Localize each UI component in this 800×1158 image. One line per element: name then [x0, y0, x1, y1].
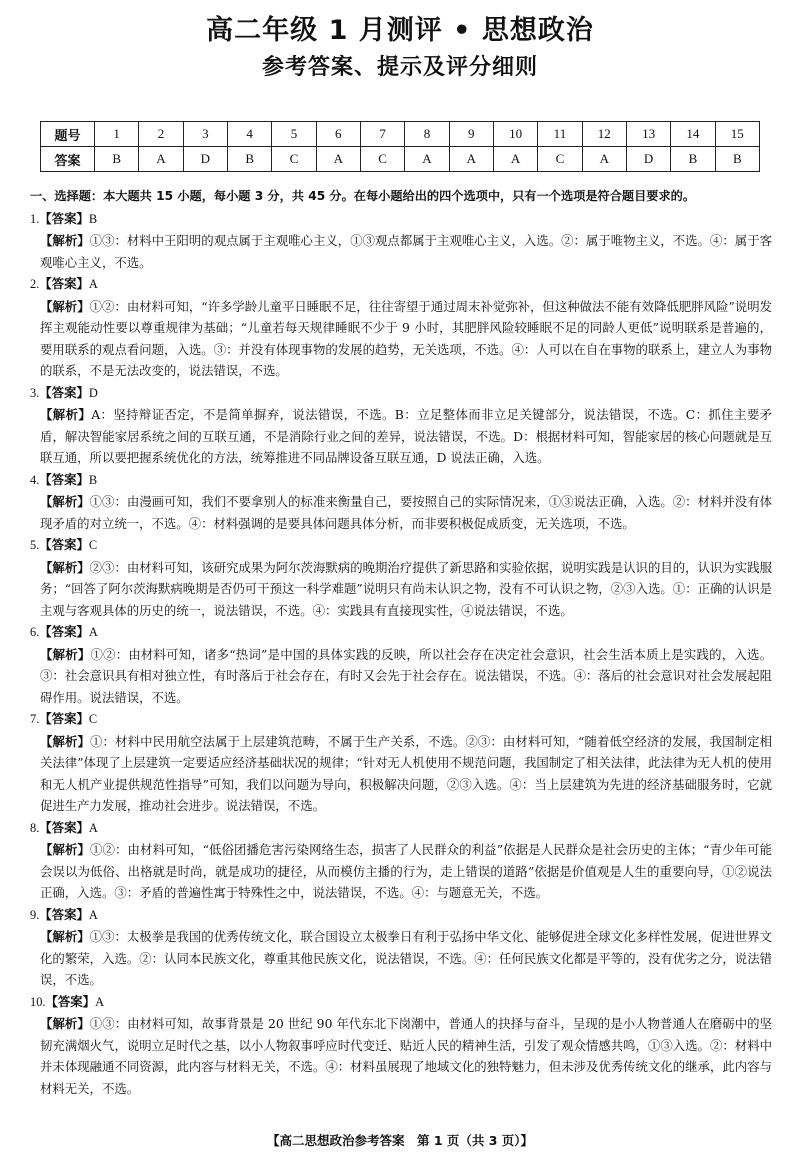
analysis-paragraph — [30, 230, 772, 273]
answer-line — [30, 208, 772, 231]
analysis-text: ①②：由材料可知，“许多学龄儿童平日睡眠不足，往往寄望于通过周末补觉弥补，但这种做法不能有效降低肥胖风险”说明发挥主观能动性要以尊重规律为基础；“儿童若每天规律睡眠不少于 9 小时，其肥胖风险较睡眠不足的同龄人更低”说明联系是普遍的，要用联系的观点看问题，入选。③：并没有体现事物的发展的趋势，无关选项，不选。④：人可以在自在事物的联系上，建立人为事物的联系，不是无法改变的，说法错误，不选。 — [40, 298, 772, 378]
question-number-cell: 7 — [360, 122, 404, 147]
analysis-tag: 【解析】 — [40, 842, 91, 857]
answer-tag: 【答案】 — [39, 819, 89, 835]
page-footer: 【高二思想政治参考答案 第 1 页（共 3 页）】 — [266, 1133, 534, 1148]
answer-explanations — [30, 186, 772, 1099]
page-subtitle: 参考答案、提示及评分细则 — [261, 55, 538, 80]
analysis-text: ①③：材料中王阳明的观点属于主观唯心主义，①③观点都属于主观唯心主义，入选。②：属于唯物主义，不选。④：属于客观唯心主义，不选。 — [40, 233, 773, 270]
answer-item — [30, 382, 772, 469]
answer-value: A — [88, 907, 98, 922]
answer-tag: 【答案】 — [39, 624, 89, 639]
answer-cell: A — [139, 147, 183, 172]
answer-tag: 【答案】 — [39, 537, 89, 552]
answer-cell: B — [227, 147, 271, 172]
page-title: 高二年级 1 月测评 • 思想政治 — [206, 15, 594, 46]
item-number: 7. — [30, 712, 40, 726]
question-number-cell: 15 — [715, 122, 759, 147]
answer-value: C — [88, 538, 98, 552]
question-number-cell: 8 — [405, 122, 449, 147]
answer-line — [30, 382, 772, 405]
question-number-cell: 5 — [272, 122, 316, 147]
answer-cell: C — [360, 147, 404, 172]
item-number: 4. — [30, 472, 40, 487]
analysis-text: ①②：由材料可知，“低俗团播危害污染网络生态，损害了人民群众的利益”依据是人民群众是社会历史的主体；“青少年可能会误以为低俗、出格就是时尚，就是成功的捷径，从而模仿主播的行为，走上错误的道路”依据是价值观是人生的重要向导，①②说法正确，入选。③：矛盾的普遍性寓于特殊性之中，说法错误，不选。④：与题意无关，不选。 — [40, 842, 772, 900]
analysis-tag: 【解析】 — [40, 298, 90, 314]
answer-item — [30, 469, 772, 535]
answer-line — [30, 273, 772, 296]
question-number-cell: 3 — [183, 122, 227, 147]
analysis-paragraph — [30, 296, 772, 382]
question-number-cell: 10 — [493, 122, 537, 147]
analysis-tag: 【解析】 — [40, 494, 90, 509]
answer-item — [30, 904, 772, 991]
question-number-cell: 9 — [449, 122, 493, 147]
item-number: 1. — [30, 211, 40, 226]
analysis-text: ①：材料中民用航空法属于上层建筑范畴，不属于生产关系，不选。②③：由材料可知，“随着低空经济的发展，我国制定相关法律”体现了上层建筑一定要适应经济基础状况的规律；“针对无人机使用不规范问题，我国制定了相关法律，此法律为无人机的使用和无人机产业提供规范性指导”可知，我们以问题为导向，积极解决问题，②③入选。④：当上层建筑为先进的经济基础服务时，它就促进生产力发展，推动社会进步。说法错误，不选。 — [40, 733, 772, 813]
answer-tag: 【答案】 — [39, 210, 89, 226]
answer-cell: B — [715, 147, 759, 172]
answer-line — [30, 469, 772, 492]
question-number-cell: 12 — [582, 122, 626, 147]
analysis-tag: 【解析】 — [40, 646, 91, 662]
answer-tag: 【答案】 — [39, 471, 89, 487]
answer-row — [41, 147, 760, 172]
answer-tag: 【答案】 — [39, 906, 89, 922]
analysis-paragraph — [30, 1013, 772, 1099]
answer-value: A — [88, 820, 98, 835]
analysis-text: ①②：由材料可知，诸多“热词”是中国的具体实践的反映，所以社会存在决定社会意识，社会生活本质上是实践的，入选。③：社会意识具有相对独立性，有时落后于社会存在，有时又会先于社会存在。说法错误，不选。④：落后的社会意识对社会发展起阻碍作用。说法错误，不选。 — [40, 646, 773, 705]
question-number-cell: 14 — [671, 122, 715, 147]
answer-item — [30, 273, 772, 382]
analysis-paragraph — [30, 839, 772, 904]
answer-value: A — [95, 994, 105, 1009]
analysis-paragraph — [30, 731, 772, 817]
analysis-tag: 【解析】 — [40, 929, 90, 944]
analysis-text: ①③：由漫画可知，我们不要拿别人的标准来衡量自己，要按照自己的实际情况来，①③说法正确，入选。②：材料并没有体现矛盾的对立统一，不选。④：材料强调的是要具体问题具体分析，而非要积极促成质变，无关选项，不选。 — [40, 494, 773, 531]
analysis-tag: 【解析】 — [40, 733, 91, 749]
item-number: 6. — [30, 625, 40, 639]
answer-value: C — [88, 712, 98, 726]
answer-cell: A — [316, 147, 360, 172]
answer-tag: 【答案】 — [39, 711, 89, 726]
item-number: 2. — [30, 277, 40, 291]
analysis-text: ①③：太极拳是我国的优秀传统文化，联合国设立太极拳日有利于弘扬中华文化、能够促进全球文化多样性发展，促进世界文化的繁荣，入选。②：认同本民族文化，尊重其他民族文化，说法错误，不选。④：任何民族文化都是平等的，没有优劣之分，说法错误，不选。 — [40, 929, 773, 987]
question-number-header: 题号 — [41, 122, 95, 147]
question-number-cell: 1 — [95, 122, 139, 147]
analysis-paragraph — [30, 404, 772, 469]
answer-tag: 【答案】 — [39, 384, 89, 400]
analysis-tag: 【解析】 — [40, 407, 92, 422]
answer-cell: A — [405, 147, 449, 172]
answer-cell: D — [626, 147, 670, 172]
answer-table — [40, 121, 760, 172]
answer-item — [30, 621, 772, 708]
item-list — [30, 208, 772, 1100]
analysis-tag: 【解析】 — [40, 559, 90, 575]
answer-item — [30, 817, 772, 904]
answer-value: A — [88, 277, 98, 291]
question-number-cell: 11 — [538, 122, 582, 147]
answer-header: 答案 — [41, 147, 95, 172]
answer-cell: A — [449, 147, 493, 172]
answer-cell: A — [582, 147, 626, 172]
answer-cell: C — [538, 147, 582, 172]
answer-value: D — [88, 385, 98, 400]
question-number-row — [41, 122, 760, 147]
analysis-paragraph — [30, 491, 772, 534]
answer-item — [30, 991, 772, 1100]
answer-line — [30, 534, 772, 557]
answer-line — [30, 708, 772, 731]
analysis-text: ①③：由材料可知，故事背景是 20 世纪 90 年代东北下岗潮中，普通人的抉择与奋斗，呈现的是小人物普通人在磨砺中的坚韧充满烟火气，说明立足时代之基，以小人物叙事呼应时代变迁、贴近人民的精神生活，引发了观众情感共鸣，①③入选。②：材料中并未体现融通不同资源，此内容与材料无关，不选。④：材料虽展现了地域文化的独特魅力，但未涉及优秀传统文化的继承，此内容与材料无关，不选。 — [40, 1016, 773, 1096]
analysis-paragraph — [30, 644, 772, 709]
answer-cell: B — [671, 147, 715, 172]
analysis-paragraph — [30, 926, 772, 991]
answer-cell: B — [95, 147, 139, 172]
answer-tag: 【答案】 — [45, 993, 96, 1009]
analysis-paragraph — [30, 557, 772, 622]
answer-value: B — [88, 472, 98, 487]
answer-item — [30, 708, 772, 817]
item-number: 8. — [30, 820, 40, 835]
question-number-cell: 13 — [626, 122, 670, 147]
item-number: 10. — [30, 994, 46, 1009]
question-number-cell: 2 — [139, 122, 183, 147]
section-heading: 一、选择题：本大题共 15 小题，每小题 3 分，共 45 分。在每小题给出的四个选项中，只有一个选项是符合题目要求的。 — [30, 189, 696, 203]
item-number: 9. — [30, 907, 40, 922]
item-number: 3. — [30, 385, 40, 400]
analysis-tag: 【解析】 — [40, 233, 90, 248]
question-number-cell: 4 — [227, 122, 271, 147]
answer-value: A — [88, 625, 98, 639]
answer-line — [30, 817, 772, 840]
answer-item — [30, 208, 772, 274]
answer-line — [30, 991, 772, 1014]
answer-cell: C — [272, 147, 316, 172]
answer-line — [30, 904, 772, 927]
question-number-cell: 6 — [316, 122, 360, 147]
answer-line — [30, 621, 772, 644]
analysis-text: A：坚持辩证否定，不是简单摒弃，说法错误，不选。B：立足整体而非立足关键部分，说法错误，不选。C：抓住主要矛盾，解决智能家居系统之间的互联互通，不是消除行业之间的差异，说法错误，不选。D：根据材料可知，智能家居的核心问题就是互联互通，所以要把握系统优化的方法，统筹推进不同品牌设备互联互通，D 说法正确，入选。 — [40, 407, 772, 465]
answer-value: B — [88, 211, 98, 226]
item-number: 5. — [30, 538, 40, 552]
answer-cell: D — [183, 147, 227, 172]
answer-item — [30, 534, 772, 621]
answer-cell: A — [493, 147, 537, 172]
analysis-text: ②③：由材料可知，该研究成果为阿尔茨海默病的晚期治疗提供了新思路和实验依据，说明实践是认识的目的，认识为实践服务；“回答了阿尔茨海默病晚期是否仍可干预这一科学难题”说明只有尚未认识之物，没有不可认识之物，②③入选。①：正确的认识是主观与客观具体的历史的统一，说法错误，不选。④：实践具有直接现实性，④说法错误，不选。 — [40, 559, 773, 618]
answer-tag: 【答案】 — [39, 276, 89, 291]
analysis-tag: 【解析】 — [40, 1016, 90, 1031]
